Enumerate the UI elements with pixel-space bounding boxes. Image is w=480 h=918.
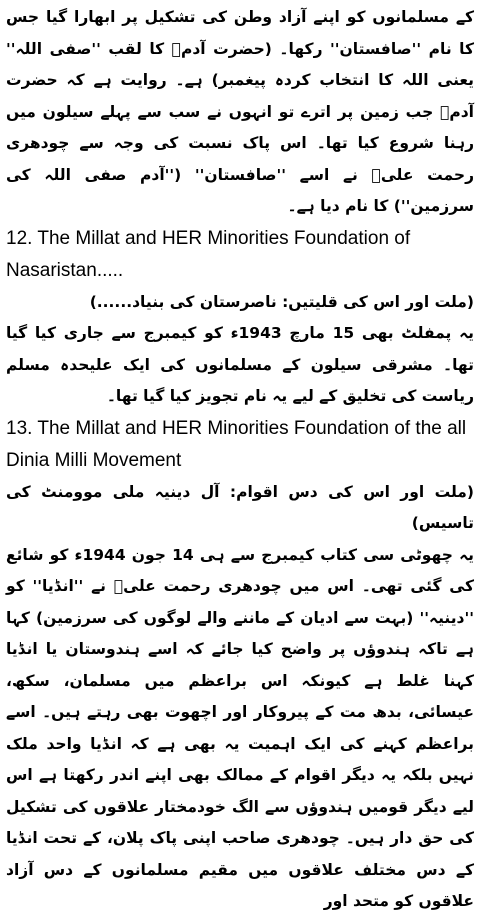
heading-dinia-milli-movement: 13. The Millat and HER Minorities Foundation of the all Dinia Milli Movement	[6, 417, 467, 471]
urdu-paragraph-book-1944: یہ چھوٹی سی کتاب کیمبرج سے ہی 14 جون 1944ء کو شائع کی گئی تھی۔ اس میں چودھری رحمت علیؒ نے ''انڈیا'' کو ''دینیہ'' (بہت سے ادیان کے ماننے والے لوگوں کی سرزمین) کہا ہے تاکہ ہندوؤں پر واضح کیا جائے کہ اسے ہندوستان یا انڈیا کہنا غلط ہے کیونکہ اس براعظم میں مسلمان، سکھ، عیسائی، بدھ مت کے پیروکار اور اچھوت بھی رہتے ہیں۔ اسے براعظم کہنے کی ایک اہمیت یہ بھی ہے کہ انڈیا واحد ملک نہیں بلکہ یہ دیگر اقوام کے ممالک بھی اپنے اندر رکھتا ہے اس لیے دیگر قومیں ہندوؤں سے الگ خودمختار علاقوں کی تشکیل کی حق دار ہیں۔ چودھری صاحب اپنی پاک پلان، کے تحت انڈیا کے دس مختلف علاقوں میں مقیم مسلمانوں کے دس آزاد علاقوں کو متحد اور	[6, 545, 474, 910]
urdu-paragraph-pamphlet-1943: یہ پمفلٹ بھی 15 مارچ 1943ء کو کیمبرج سے جاری کیا گیا تھا۔ مشرقی سیلون کے مسلمانوں کی ایک علیحدہ مسلم ریاست کی تخلیق کے لیے یہ نام تجویز کیا گیا تھا۔	[6, 324, 474, 405]
urdu-paragraph-safistan: کے مسلمانوں کو اپنے آزاد وطن کی تشکیل پر ابھارا گیا جس کا نام ''صافستان'' رکھا۔ (حضرت آدمؑ کا لقب ''صفی اللہ'' یعنی اللہ کا انتخاب کردہ پیغمبر) ہے۔ روایت ہے کہ حضرت آدمؑ جب زمین پر اترے تو انہوں نے سب سے پہلے سیلون میں رہنا شروع کیا تھا۔ اس پاک نسبت کی وجہ سے چودھری رحمت علیؒ نے اسے ''صافستان'' (''آدم صفی اللہ کی سرزمین'') کا نام دیا ہے۔	[6, 8, 474, 215]
urdu-subtitle-dinia: (ملت اور اس کی دس اقوام: آل دینیہ ملی موومنٹ کی تاسیس)	[6, 482, 474, 532]
heading-nasaristan: 12. The Millat and HER Minorities Foundation of Nasaristan.....	[6, 227, 411, 281]
urdu-subtitle-nasaristan: (ملت اور اس کی قلیتیں: ناصرستان کی بنیاد......)	[89, 292, 474, 311]
